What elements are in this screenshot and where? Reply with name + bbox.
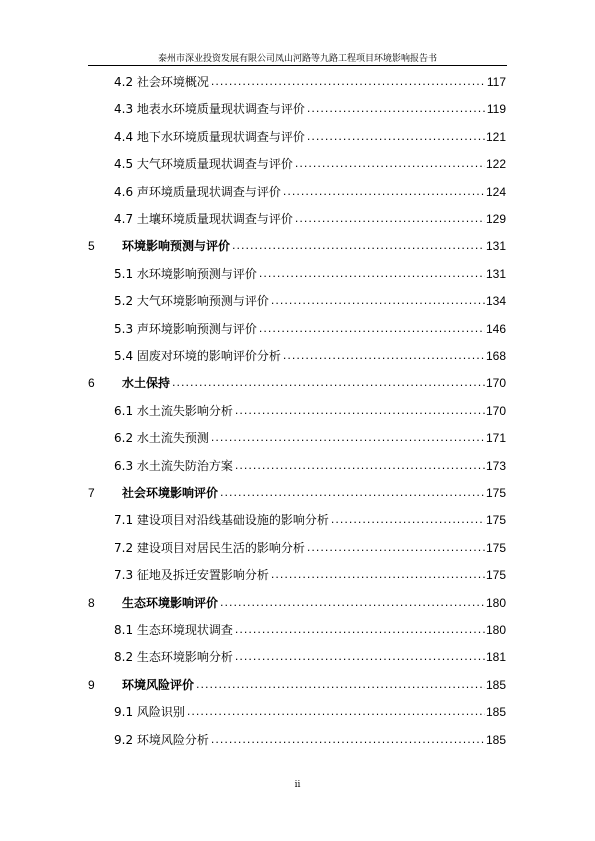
toc-section-entry[interactable] <box>114 456 506 474</box>
dot-leader <box>211 732 485 748</box>
toc-entry-title: 4.4 地下水环境质量现状调查与评价 <box>114 129 305 144</box>
toc-page-number: 168 <box>485 349 506 363</box>
toc-entry-title: 生态环境影响评价 <box>122 595 219 610</box>
toc-page-number: 180 <box>485 595 506 610</box>
toc-section-entry[interactable] <box>114 401 506 419</box>
toc-page-number: 175 <box>485 568 506 583</box>
toc-entry-title: 7.2 建设项目对居民生活的影响分析 <box>114 540 305 555</box>
dot-leader <box>259 266 485 282</box>
toc-section-entry[interactable] <box>114 647 506 665</box>
toc-section-entry[interactable] <box>114 620 506 638</box>
dot-leader <box>211 430 485 446</box>
dot-leader <box>220 595 485 611</box>
toc-section-entry[interactable] <box>114 209 506 227</box>
toc-page-number: 119 <box>486 102 506 117</box>
dot-leader <box>295 156 485 172</box>
dot-leader <box>235 649 485 665</box>
toc-entry-title: 4.5 大气环境质量现状调查与评价 <box>114 157 293 172</box>
toc-section-entry[interactable] <box>114 154 506 172</box>
toc-page-number: 173 <box>485 458 506 473</box>
toc-entry-title: 8.1 生态环境现状调查 <box>114 623 233 637</box>
toc-page-number: 121 <box>485 129 506 144</box>
toc-page-number: 122 <box>485 157 506 172</box>
toc-chapter-number: 6 <box>88 376 95 391</box>
toc-entry-title: 8.2 生态环境影响分析 <box>114 650 233 665</box>
toc-page-number: 185 <box>485 705 506 720</box>
toc-section-entry[interactable] <box>114 182 506 200</box>
toc-entry-title: 5.4 固废对环境的影响评价分析 <box>114 349 281 363</box>
dot-leader <box>307 540 485 556</box>
toc-page-number: 129 <box>485 212 506 226</box>
toc-chapter-number: 8 <box>88 595 95 610</box>
dot-leader <box>220 485 485 501</box>
toc-chapter-entry[interactable] <box>88 675 506 693</box>
dot-leader <box>235 622 485 638</box>
dot-leader <box>331 512 485 528</box>
toc-page-number: 175 <box>485 540 506 555</box>
dot-leader <box>196 677 485 693</box>
toc-chapter-number: 7 <box>88 486 95 500</box>
toc-chapter-entry[interactable] <box>88 593 506 611</box>
toc-page-number: 117 <box>486 75 506 89</box>
running-header: 泰州市深业投资发展有限公司凤山河路等九路工程项目环境影响报告书 <box>157 54 437 64</box>
toc-entry-title: 6.2 水土流失预测 <box>114 431 209 446</box>
toc-entry-title: 社会环境影响评价 <box>122 486 219 500</box>
toc-page-number: 124 <box>485 184 506 199</box>
toc-page-number: 180 <box>485 623 506 637</box>
toc-section-entry[interactable] <box>114 510 506 528</box>
toc-page-number: 175 <box>485 486 506 500</box>
toc-page-number: 170 <box>485 403 506 418</box>
toc-section-entry[interactable] <box>114 264 506 282</box>
toc-page-number: 170 <box>485 376 506 391</box>
toc-page-number: 171 <box>485 431 506 446</box>
toc-chapter-entry[interactable] <box>88 236 506 254</box>
toc-page-number: 185 <box>485 732 506 747</box>
toc-entry-title: 9.1 风险识别 <box>114 705 185 720</box>
dot-leader <box>271 293 485 309</box>
toc-page-number: 175 <box>485 513 506 528</box>
toc-entry-title: 环境风险评价 <box>122 677 195 692</box>
toc-entry-title: 水土保持 <box>122 376 171 391</box>
toc-entry-title: 4.6 声环境质量现状调查与评价 <box>114 184 281 199</box>
toc-entry-title: 5.2 大气环境影响预测与评价 <box>114 294 269 309</box>
toc-section-entry[interactable] <box>114 565 506 583</box>
dot-leader <box>307 129 485 145</box>
toc-section-entry[interactable] <box>114 319 506 337</box>
dot-leader <box>307 101 486 117</box>
toc-entry-title: 4.7 土壤环境质量现状调查与评价 <box>114 212 293 226</box>
dot-leader <box>283 184 485 200</box>
toc-section-entry[interactable] <box>114 127 506 145</box>
toc-entry-title: 7.3 征地及拆迁安置影响分析 <box>114 568 269 583</box>
toc-entry-title: 环境影响预测与评价 <box>122 239 231 254</box>
dot-leader <box>235 403 485 419</box>
toc-page-number: 185 <box>485 677 506 692</box>
toc-section-entry[interactable] <box>114 730 506 748</box>
dot-leader <box>235 458 485 474</box>
toc-page-number: 131 <box>485 266 506 281</box>
page-number: ii <box>294 780 301 790</box>
toc-entry-title: 5.1 水环境影响预测与评价 <box>114 266 257 281</box>
toc-section-entry[interactable] <box>114 702 506 720</box>
toc-page-number: 134 <box>485 294 506 309</box>
toc-section-entry[interactable] <box>114 291 506 309</box>
toc-page-number: 146 <box>485 321 506 336</box>
toc-page-number: 131 <box>485 239 506 254</box>
header-divider <box>88 65 507 66</box>
dot-leader <box>295 211 485 227</box>
toc-entry-title: 5.3 声环境影响预测与评价 <box>114 321 257 336</box>
dot-leader <box>172 375 485 391</box>
dot-leader <box>283 348 485 364</box>
dot-leader <box>271 567 485 583</box>
toc-section-entry[interactable] <box>114 538 506 556</box>
toc-page-number: 181 <box>485 650 506 665</box>
toc-entry-title: 6.1 水土流失影响分析 <box>114 403 233 418</box>
dot-leader <box>211 74 486 90</box>
toc-chapter-entry[interactable] <box>88 483 506 501</box>
toc-chapter-number: 9 <box>88 677 95 692</box>
dot-leader <box>232 238 485 254</box>
toc-chapter-number: 5 <box>88 239 95 254</box>
toc-section-entry[interactable] <box>114 346 506 364</box>
dot-leader <box>259 321 485 337</box>
toc-entry-title: 7.1 建设项目对沿线基础设施的影响分析 <box>114 513 329 528</box>
toc-section-entry[interactable] <box>114 72 506 90</box>
toc-entry-title: 4.2 社会环境概况 <box>114 75 209 89</box>
toc-section-entry[interactable] <box>114 99 506 117</box>
dot-leader <box>187 704 485 720</box>
toc-section-entry[interactable] <box>114 428 506 446</box>
toc-entry-title: 9.2 环境风险分析 <box>114 732 209 747</box>
toc-entry-title: 4.3 地表水环境质量现状调查与评价 <box>114 102 305 117</box>
toc-chapter-entry[interactable] <box>88 373 506 391</box>
toc-entry-title: 6.3 水土流失防治方案 <box>114 458 233 473</box>
